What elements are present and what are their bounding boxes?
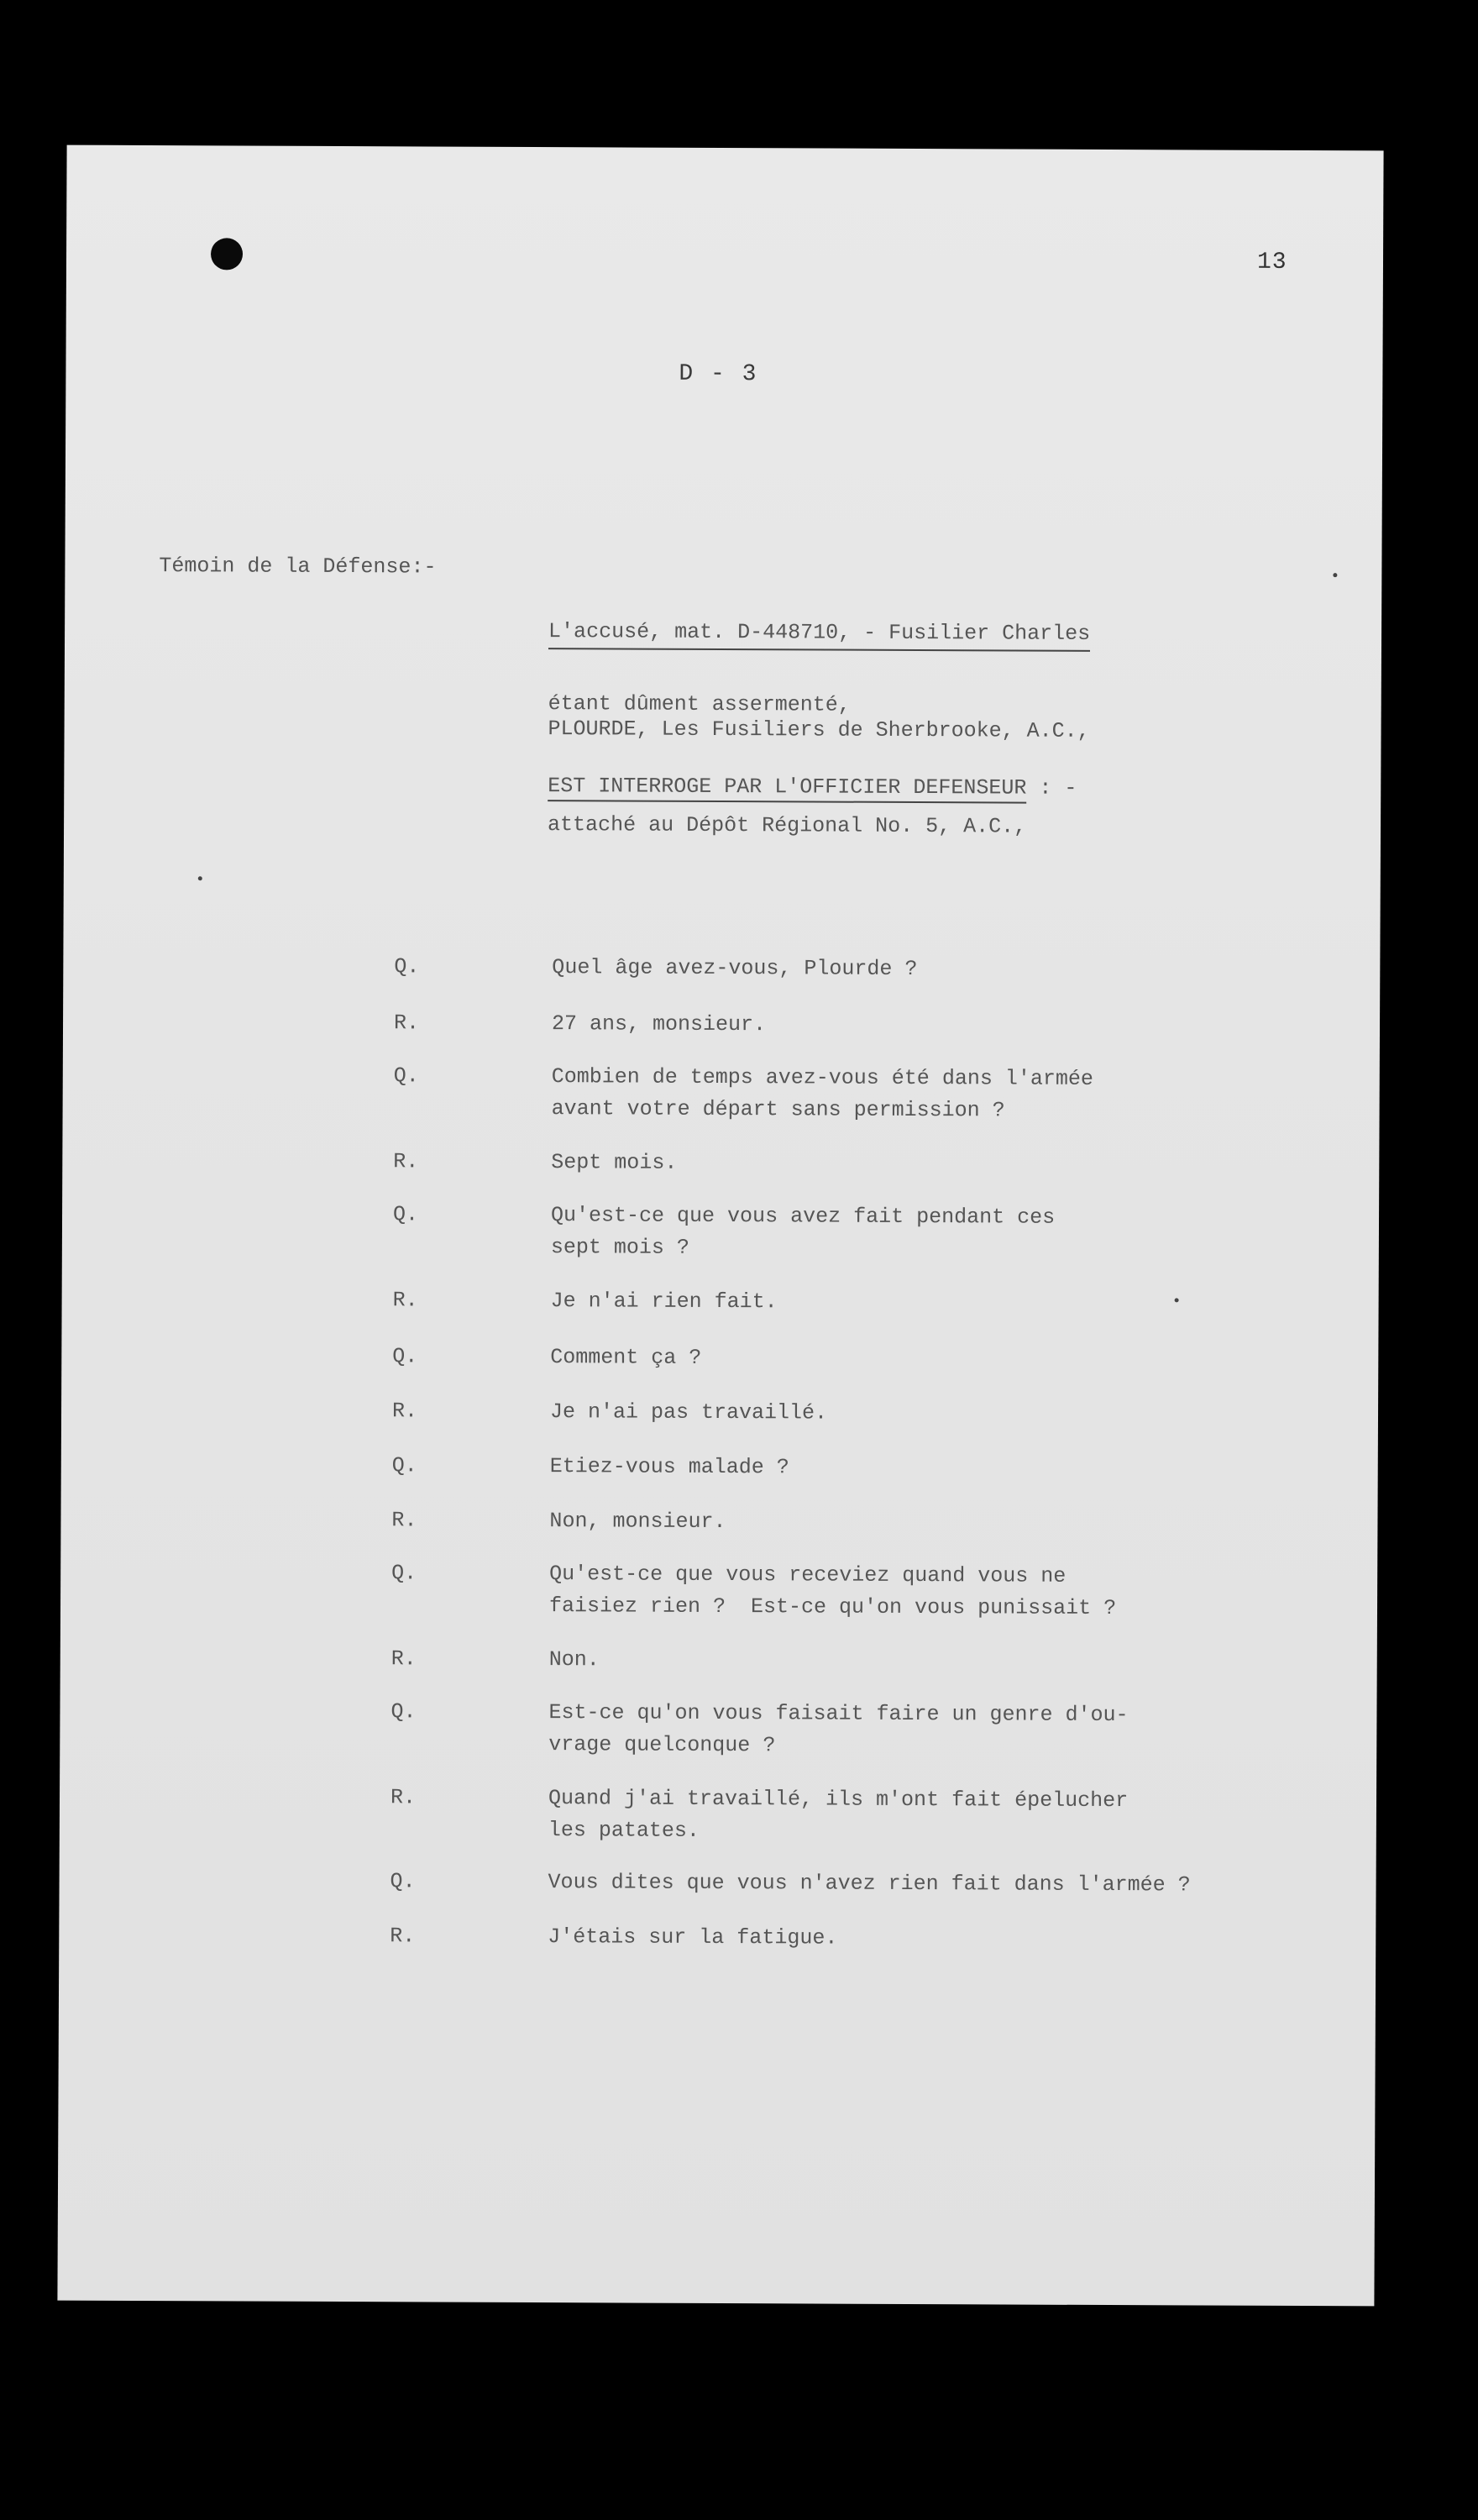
text-line: Qu'est-ce que vous receviez quand vous ne	[549, 1562, 1067, 1588]
answer-text	[549, 1644, 1332, 1679]
answer-text	[548, 1782, 1331, 1850]
question-text	[552, 952, 1334, 987]
answer-text	[551, 1285, 1334, 1320]
question-text	[548, 1866, 1331, 1902]
text-line: Non.	[548, 1647, 600, 1672]
qa-exchange	[392, 1395, 1333, 1431]
question-marker: Q.	[392, 1344, 418, 1369]
paper-speck	[1175, 1298, 1179, 1302]
witness-line: PLOURDE, Les Fusiliers de Sherbrooke, A.C.,	[548, 717, 1090, 743]
qa-exchange	[393, 1284, 1334, 1320]
question-marker: Q.	[394, 954, 420, 979]
answer-text	[552, 1008, 1334, 1043]
qa-exchange	[391, 1504, 1332, 1541]
qa-exchange	[390, 1920, 1330, 1956]
paper-speck	[198, 876, 202, 880]
text-line: Est-ce qu'on vous faisait faire un genre d'ou-	[548, 1700, 1129, 1728]
text-line: Vous dites que vous n'avez rien fait dans l'armée ?	[548, 1870, 1191, 1898]
text-line: Quand j'ai travaillé, ils m'ont fait épelucher	[548, 1786, 1129, 1814]
punch-hole	[211, 238, 243, 270]
examination-heading-suffix: : -	[1026, 775, 1077, 801]
question-text	[550, 1341, 1333, 1377]
text-line: Non, monsieur.	[549, 1509, 726, 1535]
qa-exchange	[390, 1866, 1331, 1902]
answer-text	[548, 1921, 1330, 1956]
question-marker: Q.	[391, 1561, 417, 1586]
examination-heading	[548, 770, 1077, 805]
answer-text	[549, 1505, 1332, 1541]
witness-info	[548, 552, 1091, 907]
paper-speck	[1333, 573, 1337, 577]
text-line: sept mois ?	[550, 1235, 689, 1260]
qa-exchange	[393, 1199, 1334, 1267]
question-marker: Q.	[390, 1869, 416, 1894]
answer-marker: R.	[393, 1011, 420, 1036]
witness-line: attaché au Dépôt Régional No. 5, A.C.,	[548, 812, 1027, 839]
qa-exchange	[394, 951, 1334, 987]
qa-exchange	[392, 1450, 1333, 1486]
question-marker: Q.	[393, 1063, 419, 1089]
qa-exchange	[390, 1696, 1331, 1764]
document-code: D - 3	[679, 360, 758, 388]
text-line: Combien de temps avez-vous été dans l'armée	[551, 1064, 1093, 1091]
answer-marker: R.	[391, 1399, 418, 1424]
text-line: Comment ça ?	[550, 1345, 702, 1370]
text-line: avant votre départ sans permission ?	[551, 1096, 1005, 1123]
text-line: Je n'ai rien fait.	[550, 1289, 778, 1315]
witness-label: Témoin de la Défense:-	[159, 554, 437, 580]
text-line: vrage quelconque ?	[548, 1732, 776, 1758]
text-line: faisiez rien ? Est-ce qu'on vous punissait ?	[548, 1593, 1117, 1621]
text-line: Qu'est-ce que vous avez fait pendant ces	[550, 1203, 1056, 1230]
question-text	[552, 1061, 1334, 1128]
question-text	[549, 1558, 1332, 1625]
answer-marker: R.	[392, 1288, 418, 1313]
answer-marker: R.	[390, 1924, 416, 1949]
question-marker: Q.	[390, 1699, 417, 1725]
qa-exchange	[393, 1146, 1334, 1182]
answer-text	[550, 1396, 1333, 1431]
text-line: Etiez-vous malade ?	[549, 1454, 789, 1480]
question-marker: Q.	[391, 1453, 417, 1478]
qa-exchange	[392, 1341, 1333, 1377]
text-line: les patates.	[548, 1818, 700, 1843]
text-line: J'étais sur la fatigue.	[548, 1924, 838, 1950]
answer-marker: R.	[390, 1785, 417, 1810]
examination-heading-underlined: EST INTERROGE PAR L'OFFICIER DEFENSEUR	[548, 774, 1026, 803]
question-text	[548, 1697, 1331, 1764]
answer-marker: R.	[393, 1149, 419, 1174]
qa-exchange	[394, 1007, 1334, 1043]
text-line: Je n'ai pas travaillé.	[549, 1399, 828, 1425]
qa-exchange	[394, 1060, 1334, 1128]
qa-exchange	[391, 1643, 1332, 1679]
sworn-statement: étant dûment assermenté,	[548, 691, 851, 717]
document-page	[57, 145, 1383, 2307]
question-text	[551, 1200, 1334, 1267]
witness-line: L'accusé, mat. D-448710, - Fusilier Charles	[548, 616, 1090, 652]
answer-marker: R.	[391, 1508, 417, 1533]
question-text	[550, 1451, 1333, 1486]
page-number: 13	[1256, 249, 1287, 276]
question-marker: Q.	[392, 1202, 419, 1227]
text-line: Quel âge avez-vous, Plourde ?	[552, 955, 918, 982]
answer-text	[551, 1147, 1334, 1182]
text-line: 27 ans, monsieur.	[551, 1011, 767, 1037]
qa-exchange	[390, 1782, 1331, 1850]
qa-exchange	[391, 1557, 1332, 1625]
text-line: Sept mois.	[551, 1150, 678, 1175]
answer-marker: R.	[390, 1646, 417, 1672]
